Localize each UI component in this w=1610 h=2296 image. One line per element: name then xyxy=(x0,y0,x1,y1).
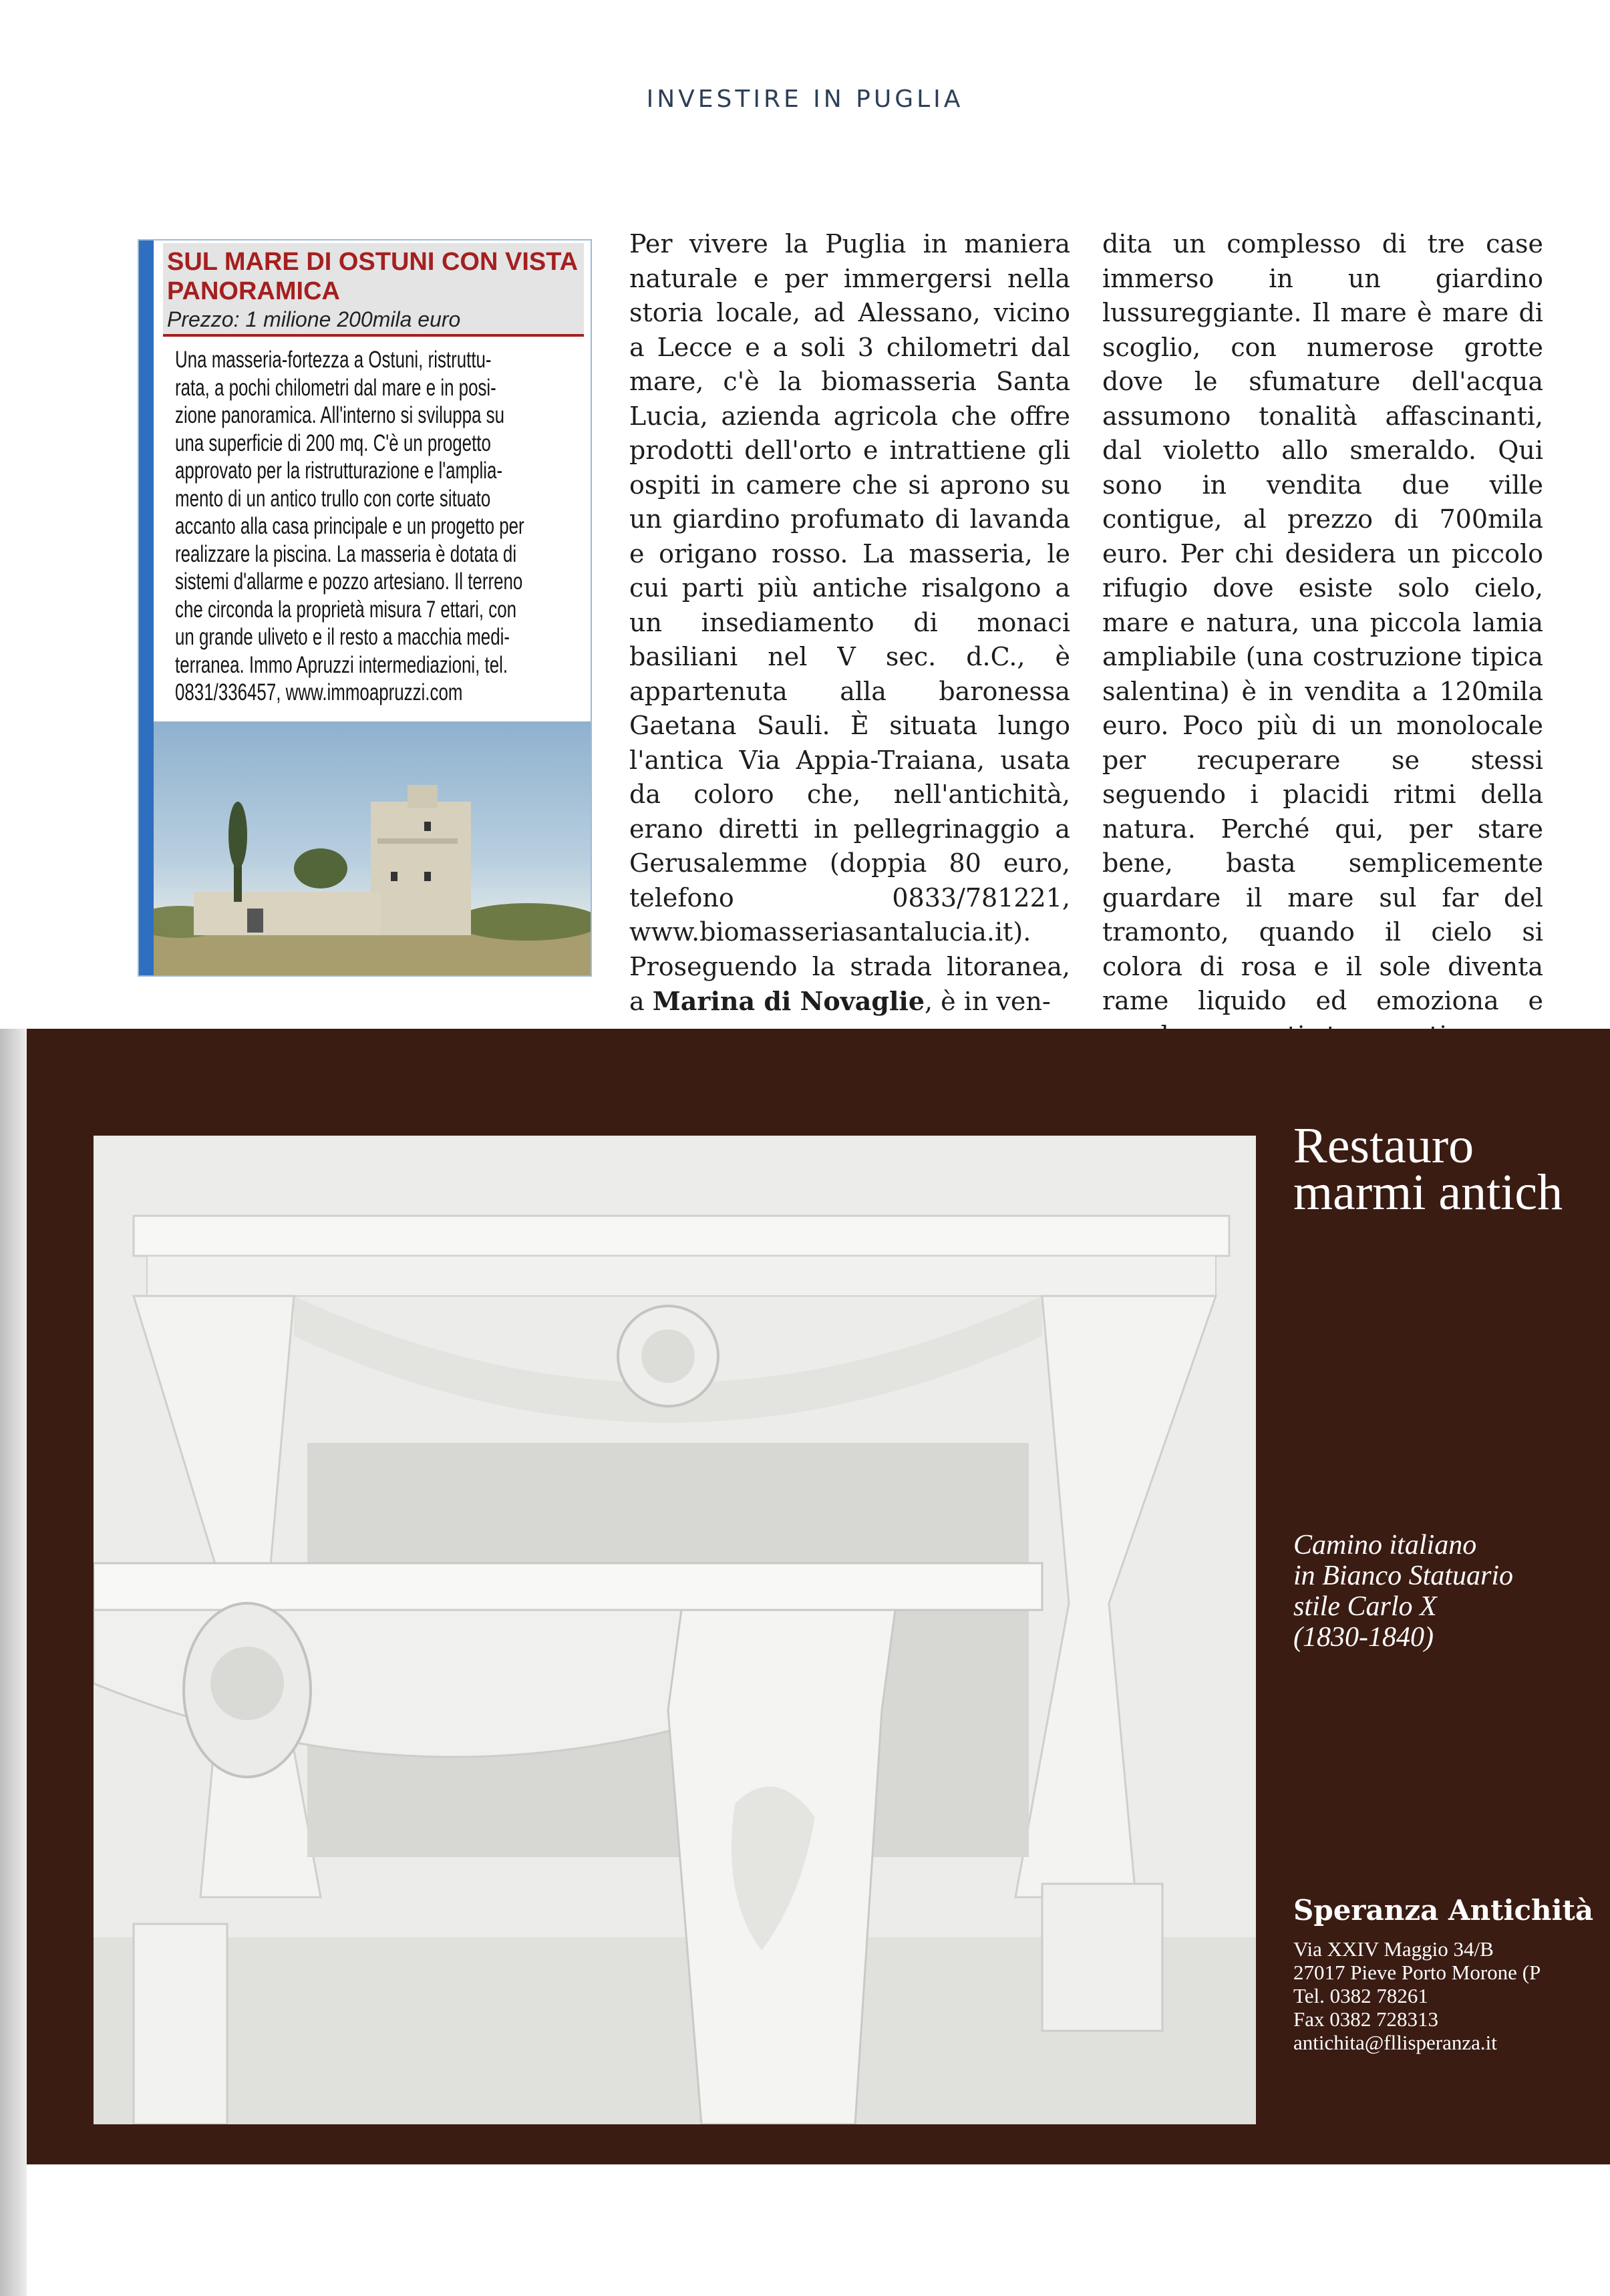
article-column-3 xyxy=(1102,227,1543,1053)
article-text: dita un complesso di tre case immerso in un giardino lussureggiante. Il mare è mare di scoglio, con numerose grotte dove le sfumature dell'acqua assumono tonalità affascinanti, dal violetto allo smeraldo. Qui sono in vendita due ville contigue, al prezzo di 700mila euro. Per chi desidera un piccolo rifugio dove esiste solo cielo, mare e natura, una piccola lamia ampliabile (una costruzione tipica salentina) è in vendita a 120mila euro. Poco più di un monolocale per recuperare se stessi seguendo i placidi ritmi della natura. Perché qui, per stare bene, basta semplicemente guardare il mare sul far del tramonto, quando il cielo si colora di rosa e il sole diventa rame liquido ed emoziona e xyxy=(1102,229,1543,1015)
sidebar-line: mento di un antico trullo con corte situato xyxy=(175,485,491,512)
sidebar-line: 0831/336457, www.immoapruzzi.com xyxy=(175,679,463,705)
contact-fax: Fax 0382 728313 xyxy=(1293,2007,1438,2031)
sidebar-line: terranea. Immo Apruzzi intermediazioni, tel. xyxy=(175,651,508,678)
sidebar-line: rata, a pochi chilometri dal mare e in posi- xyxy=(175,374,496,401)
sidebar-line: una superficie di 200 mq. C'è un progetto xyxy=(175,430,491,456)
article-paragraph xyxy=(629,950,1070,1019)
masseria-illustration xyxy=(154,721,591,975)
caption-line: in Bianco Statuario xyxy=(1293,1561,1513,1591)
caption-line: Camino italiano xyxy=(1293,1530,1477,1561)
contact-email: antichita@fllisperanza.it xyxy=(1293,2031,1497,2054)
sidebar-line: realizzare la piscina. La masseria è dotata di xyxy=(175,540,517,567)
article-paragraph xyxy=(1102,227,1543,1053)
contact-phone: Tel. 0382 78261 xyxy=(1293,1984,1428,2007)
caption-line: stile Carlo X xyxy=(1293,1591,1437,1622)
article-text: , è in ven- xyxy=(925,987,1051,1016)
sidebar-title: SUL MARE DI OSTUNI CON VISTA PANORAMICA xyxy=(167,248,577,305)
article-column-2 xyxy=(629,227,1070,1019)
ad-title-line: Restauro xyxy=(1293,1118,1474,1174)
ad-brand: Speranza Antichità xyxy=(1293,1894,1594,1927)
sidebar-price: Prezzo: 1 milione 200mila euro xyxy=(167,307,461,331)
article-text: Proseguendo la strada litoranea, a xyxy=(629,951,1070,1016)
ad-caption xyxy=(1293,1530,1513,1653)
sidebar-line: sistemi d'allarme e pozzo artesiano. Il terreno xyxy=(175,568,523,595)
place-name: Marina di Novaglie xyxy=(652,986,925,1016)
ad-title-line: marmi antich xyxy=(1293,1164,1563,1220)
sidebar-header xyxy=(163,243,584,337)
advertisement xyxy=(27,1029,1610,2164)
running-head: INVESTIRE IN PUGLIA xyxy=(646,86,964,113)
page-gutter xyxy=(0,1029,27,2296)
sidebar-accent-stripe xyxy=(139,240,154,975)
masseria-photo xyxy=(154,721,591,975)
sidebar-line: approvato per la ristrutturazione e l'amplia- xyxy=(175,458,503,484)
listing-sidebar xyxy=(138,239,592,977)
contact-city: 27017 Pieve Porto Morone (P xyxy=(1293,1961,1541,1984)
sidebar-line: zione panoramica. All'interno si sviluppa su xyxy=(175,402,505,428)
sidebar-line: un grande uliveto e il resto a macchia medi- xyxy=(175,624,510,650)
sidebar-body xyxy=(175,346,575,707)
fireplace-illustration xyxy=(94,1136,1256,2124)
article-paragraph: Per vivere la Puglia in maniera naturale e per immergersi nella storia locale, ad Alessano, vicino a Lecce e a soli 3 chilometri dal mare, c'è la biomasseria Santa Lucia, azienda agricola che offre prodotti dell'orto e intrattiene gli ospiti in camere che si aprono su un giardino profumato di lavanda e origano rosso. La masseria, le cui parti più antiche risalgono a un insediamento di monaci basiliani nel V sec. d.C., è appartenuta alla baronessa Gaetana Sauli. È situata lungo l'antica Via Appia-Traiana, usata da coloro che, nell'antichità, erano diretti in pellegrinaggio a Gerusalemme (doppia 80 euro, telefono 0833/781221, www.biomasseriasantalucia.it). xyxy=(629,229,1070,947)
sidebar-line: che circonda la proprietà misura 7 ettari, con xyxy=(175,596,517,623)
ad-contact xyxy=(1293,1937,1541,2054)
caption-line: (1830-1840) xyxy=(1293,1622,1434,1653)
ad-title xyxy=(1293,1118,1563,1220)
sidebar-line: accanto alla casa principale e un progetto per xyxy=(175,513,524,539)
fireplace-photo xyxy=(94,1136,1256,2124)
contact-address: Via XXIV Maggio 34/B xyxy=(1293,1937,1494,1961)
sidebar-line: Una masseria-fortezza a Ostuni, ristruttu- xyxy=(175,347,492,373)
